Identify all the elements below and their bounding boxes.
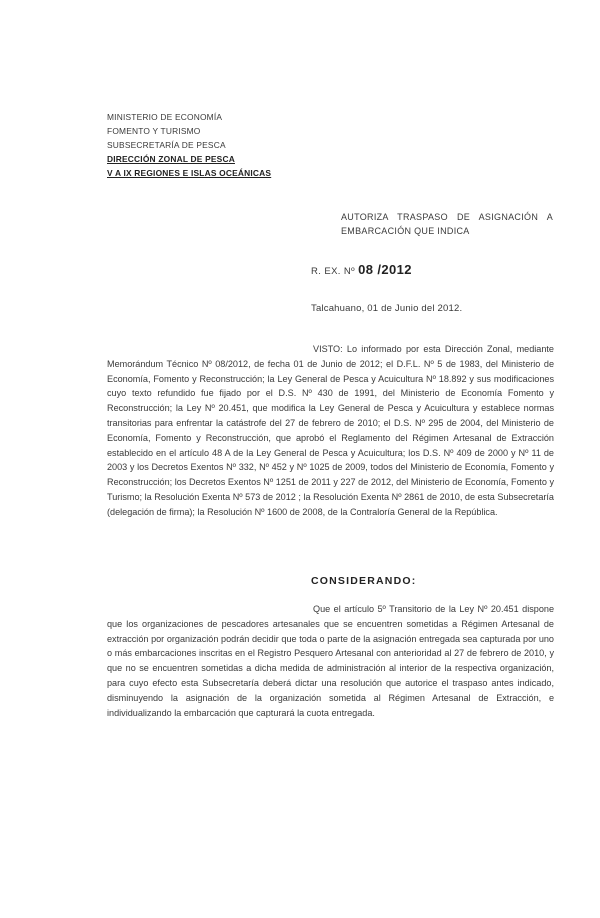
letterhead-subsecretaria: SUBSECRETARÍA DE PESCA: [107, 140, 226, 150]
visto-paragraph: [107, 342, 554, 520]
letterhead-regiones: V A IX REGIONES E ISLAS OCEÁNICAS: [107, 168, 272, 178]
letterhead-ministry: MINISTERIO DE ECONOMÍA: [107, 112, 223, 122]
date-line: Talcahuano, 01 de Junio del 2012.: [311, 303, 463, 314]
considerando-paragraph: [107, 602, 554, 720]
letterhead-ministry-line2: FOMENTO Y TURISMO: [107, 126, 201, 136]
visto-body: mediante Memorándum Técnico Nº 08/2012, de fecha 01 de Junio de 2012; el D.F.L. Nº 5 de 1983, del Ministerio de Economía, Fomento y Reconstrucción; la Ley General de Pesca y Acuicultura Nº 18.892 y sus modificaciones cuyo texto refundido fue fijado por el D.S. Nº 430 de 1991, del Ministerio de Economía Fomento y Reconstrucción; la Ley Nº 20.451, que modifica la Ley General de Pesca y Acuicultura y establece normas transitorias para enfrentar la catástrofe del 27 de febrero de 2010; el D.S. Nº 295 de 2004, del Ministerio de Economía, Fomento y Reconstrucción, que aprobó el Reglamento del Régimen Artesanal de Extracción establecido en el artículo 48 A de la Ley General de Pesca y Acuicultura; los D.S. Nº 409 de 2000 y Nº 11 de 2003 y los Decretos Exentos Nº 332, Nº 452 y Nº 1025 de 2009, todos del Ministerio de Economía, Fomento y Reconstrucción; los Decretos Exentos Nº 1251 de 2011 y 227 de 2012, del Ministerio de Economía, Fomento y Turismo; la Resolución Exenta Nº 573 de 2012 ; la Resolución Exenta Nº 2861 de 2010, de esta Subsecretaría (delegación de firma); la Resolución Nº 1600 de 2008, de la Contraloría General de la República.: [107, 344, 554, 517]
resolution-number-value: 08 /2012: [358, 262, 412, 277]
resolution-subject: AUTORIZA TRASPASO DE ASIGNACIÓN A EMBARCACIÓN QUE INDICA: [341, 212, 553, 236]
considerando-heading: CONSIDERANDO:: [311, 575, 417, 587]
letterhead-direccion-zonal: DIRECCIÓN ZONAL DE PESCA: [107, 154, 235, 164]
resolution-number: [311, 262, 412, 277]
letterhead: [107, 110, 271, 180]
considerando-body: dispone que los organizaciones de pescadores artesanales que se encuentren sometidas a Régimen Artesanal de extracción por organización podrán decidir que toda o parte de la asignación entregada sea capturada por uno o más embarcaciones inscritas en el Registro Pesquero Artesanal con anterioridad al 27 de febrero de 2010, y que no se encuentren sometidas a dicha medida de administración al interior de la respectiva organización, para cuyo efecto esta Subsecretaría deberá dictar una resolución que autorice el traspaso antes indicado, disminuyendo la asignación de la organización sometida al Régimen Artesanal de Extracción, e individualizando la embarcación que capturará la cuota entregada.: [107, 604, 554, 718]
visto-lead: VISTO: Lo informado por esta Dirección Zonal,: [313, 344, 513, 354]
considerando-lead: Que el artículo 5º Transitorio de la Ley Nº 20.451: [313, 604, 519, 614]
resolution-number-prefix: R. EX. Nº: [311, 266, 356, 277]
